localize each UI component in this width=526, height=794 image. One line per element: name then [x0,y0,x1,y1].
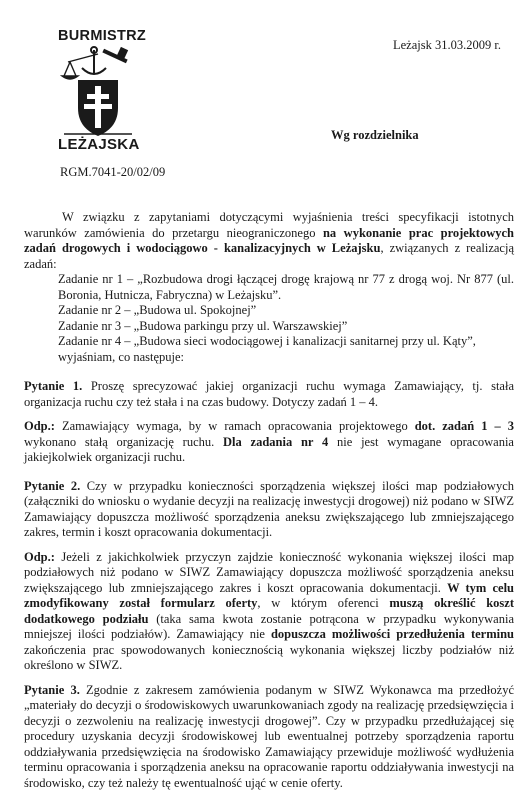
task-item-4: Zadanie nr 4 – „Budowa sieci wodociągowej i kanalizacji sanitarnej przy ul. Kąty”, [58,334,476,348]
recipient-line: Wg rozdzielnika [331,128,419,142]
reference-number: RGM.7041-20/02/09 [60,165,166,179]
answer-1 [24,419,514,466]
letter-body [24,210,514,791]
question-1 [24,379,514,410]
answer-2-bold-2: muszą określić koszt dodatkowego podziału [24,596,515,626]
question-2 [24,479,514,541]
answer-2 [24,550,514,674]
answer-2-bold-1: W tym celu zmodyfikowany został formularz oferty [24,580,514,610]
hammer-icon [102,47,128,63]
coat-of-arms-emblem [58,46,138,138]
question-1-text: Proszę sprecyzować jakiej organizacji ruchu wymaga Zamawiający, tj. stała organizacja ruchu czy też stała i na czas budowy. Dotyczy zadań 1 – 4. [24,379,514,409]
question-1-label: Pytanie 1. [24,379,83,393]
task-item-1: Zadanie nr 1 – „Rozbudowa drogi łączącej drogę krajową nr 77 z drogą woj. Nr 877 (ul. Boronia, Hutnicza, Fabryczna) w Leżajsku”. [58,272,514,302]
question-3-label: Pytanie 3. [24,682,80,697]
intro-subject: na wykonanie prac projektowych zadań drogowych i wodociągowo - kanalizacyjnych w Leżajsku [24,225,514,255]
task-item-3: Zadanie nr 3 – „Budowa parkingu przy ul. Warszawskiej” [58,318,348,333]
crest-title-bottom: LEŻAJSKA [58,136,140,153]
answer-1-bold-1: dot. zadań 1 – 3 [414,419,514,433]
answer-2-text-1: Jeżeli z jakichkolwiek przyczyn zajdzie konieczność wykonania większej ilości map podziałowych niż podano w SIWZ Zamawiający dopuszcza możliwość sporządzenia aneksu zwiększającego lub zmniejszającego zakres i koszt opracowania dokumentacji. [24,549,514,595]
answer-2-bold-3: dopuszcza możliwości przedłużenia terminu [270,627,514,641]
answer-2-text-2: , w którym oferenci [257,596,390,610]
task-item-2: Zadanie nr 2 – „Budowa ul. Spokojnej” [58,303,257,317]
answer-1-text-2: wykonano stałą organizację ruchu. [24,434,224,449]
scales-icon [62,54,98,79]
answer-1-label: Odp.: [24,419,55,433]
intro-text-1: W związku z zapytaniami dotyczącymi wyjaśnienia treści specyfikacji istotnych warunków zamówienia do przetargu nieograniczonego [24,210,514,240]
question-2-text: Czy w przypadku konieczności sporządzenia większej ilości map podziałowych (załączniki do wniosku o wydanie decyzji na realizację inwestycji drogowej) niż podano w SIWZ Zamawiający dopuszcza możliwość sporządzenia aneksu zwiększającego lub zmniejszającego zakres, termin i koszt opracowania dokumentacji. [24,478,514,539]
question-3-text: Zgodnie z zakresem zamówienia podanym w SIWZ Wykonawca ma przedłożyć „materiały do decyzji o środowiskowych uwarunkowaniach zgody na realizację przedsięwzięcia i decyzji o zezwoleniu na realizację inwestycji drogowej”. Czy w przypadku przedłużającej się procedury uzyskania decyzji środowiskowej lub ewentualnej potrzeby sporządzenia raportu oddziaływania przedsięwzięcia na środowisko Zamawiający przewiduje możliwość wydłużenia terminu opracowania i sporządzenia aneksu na opracowanie raportu oddziaływania inwestycji na środowisko, czy też należy tę ewentualność ująć w cenie oferty. [24,682,514,790]
intro-text-3: , związanych z realizacją zadań: [24,241,514,271]
question-3 [24,683,514,792]
answer-2-text-4: zakończenia prac spowodowanych koniecznością wykonania większej liczby podziałów niż określono w SIWZ. [24,642,514,672]
task-list [58,272,514,365]
answer-2-text-3: (taka sama kwota zostanie potrącona w przypadku wykonywania mniejszej ilości podziałów). Zamawiający nie [24,611,514,641]
question-2-label: Pytanie 2. [24,478,81,493]
crest-title-top: BURMISTRZ [58,28,147,44]
answer-2-label: Odp.: [24,549,55,564]
answer-1-text-1: Zamawiający wymaga, by w ramach opracowania projektowego [54,419,415,433]
letter-date: Leżajsk 31.03.2009 r. [393,38,501,52]
answer-1-bold-2: Dla zadania nr 4 [223,434,329,449]
answer-1-text-3: nie jest wymagane opracowania jakiejkolwiek organizacji ruchu. [24,434,514,464]
intro-paragraph [24,210,514,272]
anchor-icon [82,47,106,74]
intro-closing: wyjaśniam, co następuje: [58,349,185,364]
